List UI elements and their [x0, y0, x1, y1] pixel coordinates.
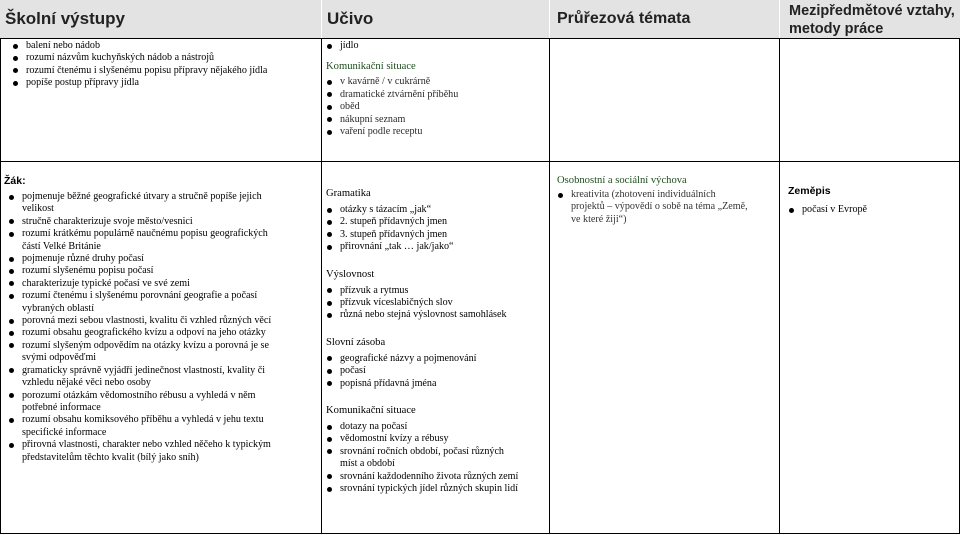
list-item-line: potřebné informace	[22, 401, 101, 413]
content-list	[326, 76, 546, 138]
list-item	[326, 285, 548, 297]
list-item-line: přirovná vlastnosti, charakter nebo vzhled něčeho k typickým	[22, 439, 271, 451]
header-cell-relations	[780, 0, 960, 38]
row2-content	[326, 187, 548, 496]
relation-heading: Zeměpis	[788, 185, 831, 197]
list-item	[8, 340, 316, 365]
list-item-line: svými odpověďmi	[22, 352, 97, 364]
list-item	[326, 353, 548, 365]
list-item-line: 2. stupeň přídavných jmen	[340, 216, 448, 228]
list-item-line: rozumí slyšeným odpovědím na otázky kvízu a porovná je se	[22, 339, 269, 351]
list-item-line: dotazy na počasí	[340, 421, 408, 433]
list-item	[788, 204, 956, 216]
row-divider	[0, 533, 960, 534]
list-item-line: kreativita (zhotovení individuálních	[571, 189, 716, 200]
list-item	[326, 421, 548, 433]
list-item-line: vědomostní kvízy a rébusy	[340, 433, 449, 445]
list-item	[8, 278, 316, 290]
list-item	[8, 290, 316, 315]
list-item-line: pojmenuje běžné geografické útvary a stručně popíše jejich	[22, 191, 262, 202]
theme-list	[557, 189, 777, 226]
list-item-line: pojmenuje různé druhy počasí	[22, 253, 144, 265]
list-item	[326, 433, 548, 445]
list-item: popíše postup přípravy jídla	[12, 77, 317, 89]
list-item: rozumí čtenému i slyšenému popisu přípravy nějakého jídla	[12, 65, 317, 77]
section-heading: Komunikační situace	[326, 61, 416, 73]
list-item-line: otázky s tázacím „jak“	[340, 204, 432, 215]
list-item-line: částí Velké Británie	[22, 240, 101, 252]
vocabulary-list	[326, 353, 548, 390]
list-item	[8, 414, 316, 439]
list-item-line: charakterizuje typické počasí ve své zemi	[22, 277, 190, 289]
list-item	[326, 365, 548, 377]
column-divider	[779, 38, 780, 534]
grammar-heading: Gramatika	[326, 188, 371, 199]
pronunciation-heading: Výslovnost	[326, 268, 375, 280]
list-item-line: rozumí krátkému populárně naučnému popisu geografických	[22, 228, 268, 240]
list-item: balení nebo nádob	[12, 40, 317, 52]
list-item	[326, 309, 548, 321]
header-relations-line1: Mezipředmětové vztahy,	[789, 3, 955, 19]
list-item-line: porozumí otázkám vědomostního rébusu a vyhledá v něm	[22, 389, 256, 401]
list-item	[326, 241, 548, 253]
list-item	[326, 204, 548, 216]
row2-relations	[788, 185, 956, 216]
relation-list	[788, 204, 956, 216]
list-item: nákupní seznam	[326, 114, 546, 126]
list-item-line: srovnání typických jídel různých skupin lidí	[340, 483, 519, 495]
list-item	[326, 216, 548, 228]
list-item: dramatické ztvárnění příběhu	[326, 89, 546, 101]
list-item: oběd	[326, 101, 546, 113]
list-item-line: ve které žiji“)	[571, 213, 627, 225]
vocabulary-heading: Slovní zásoba	[326, 336, 386, 348]
content-list	[326, 40, 546, 52]
list-item-line: srovnání každodenního života různých zemí	[340, 470, 519, 482]
row1-content	[326, 40, 546, 138]
header-cell-outputs	[0, 0, 321, 38]
list-item-line: porovná mezi sebou vlastnosti, kvalitu či vzhled různých věcí	[22, 315, 272, 327]
list-item-line: vybraných oblastí	[22, 302, 95, 314]
list-item	[8, 365, 316, 390]
list-item-line: rozumí obsahu geografického kvízu a odpoví na jeho otázky	[22, 327, 266, 339]
list-item-line: rozumí slyšenému popisu počasí	[22, 265, 154, 277]
list-item-line: gramaticky správně vyjádří jedinečnost vlastností, kvality či	[22, 364, 266, 376]
list-item: vaření podle receptu	[326, 126, 546, 138]
list-item-line: geografické názvy a pojmenování	[340, 352, 477, 364]
list-item	[8, 327, 316, 339]
list-item-line: velikost	[22, 203, 54, 215]
list-item-line: přízvuk víceslabičných slov	[340, 297, 453, 309]
list-item-line: přirovnání „tak … jak/jako“	[340, 241, 454, 253]
situations-heading: Komunikační situace	[326, 405, 416, 417]
row-divider	[0, 38, 960, 39]
list-item-line: počasí v Evropě	[802, 204, 868, 215]
list-item-line: počasí	[340, 365, 366, 377]
list-item-line: rozumí obsahu komiksového příběhu a vyhledá v jehu textu	[22, 414, 264, 426]
theme-heading: Osobnostní a sociální výchova	[557, 175, 687, 186]
header-content: Učivo	[327, 9, 374, 28]
list-item-line: popisná přídavná jména	[340, 377, 437, 389]
list-item: v kavárně / v cukrárně	[326, 76, 546, 88]
column-divider	[321, 38, 322, 534]
list-item: rozumí názvům kuchyňských nádob a nástrojů	[12, 52, 317, 64]
list-item-line: specifické informace	[22, 426, 107, 438]
list-item	[326, 446, 548, 471]
list-item	[326, 378, 548, 390]
list-item	[557, 189, 777, 226]
list-item-line: míst a období	[340, 458, 395, 470]
list-item	[8, 265, 316, 277]
header-outputs: Školní výstupy	[5, 9, 125, 28]
list-item-line: představitelům těchto kvalit (bílý jako sníh)	[22, 451, 199, 463]
list-item-line: vzhledu nějaké věci nebo osoby	[22, 377, 151, 389]
row-divider	[0, 161, 960, 162]
list-item-line: různá nebo stejná výslovnost samohlásek	[340, 309, 507, 321]
header-cell-themes	[550, 0, 779, 38]
row1-outputs	[12, 40, 317, 90]
list-item	[8, 191, 316, 216]
list-item-line: stručně charakterizuje svoje město/vesnici	[22, 215, 193, 227]
list-item	[326, 471, 548, 483]
situations-list	[326, 421, 548, 495]
grammar-list	[326, 204, 548, 254]
column-divider	[549, 38, 550, 534]
pronunciation-list	[326, 285, 548, 322]
output-list	[8, 191, 316, 464]
list-item	[326, 229, 548, 241]
list-item	[326, 297, 548, 309]
list-item	[8, 315, 316, 327]
list-item-line: přízvuk a rytmus	[340, 284, 409, 296]
pupil-label: Žák:	[4, 175, 26, 187]
list-item-line: srovnání ročních období, počasí různých	[340, 445, 504, 457]
column-divider	[0, 38, 1, 534]
list-item	[8, 439, 316, 464]
list-item-line: rozumí čtenému i slyšenému porovnání geografie a počasí	[22, 290, 258, 302]
row2-outputs	[4, 175, 316, 464]
output-list	[12, 40, 317, 90]
list-item: jídlo	[326, 40, 546, 52]
list-item-line: 3. stupeň přídavných jmen	[340, 228, 448, 240]
list-item	[326, 483, 548, 495]
row2-themes	[557, 174, 777, 226]
list-item	[8, 253, 316, 265]
list-item-line: projektů – výpovědí o sobě na téma „Země,	[571, 201, 748, 213]
header-themes: Průřezová témata	[557, 10, 691, 27]
list-item	[8, 228, 316, 253]
header-cell-content	[322, 0, 549, 38]
header-relations-line2: metody práce	[789, 21, 884, 37]
list-item	[8, 216, 316, 228]
list-item	[8, 390, 316, 415]
